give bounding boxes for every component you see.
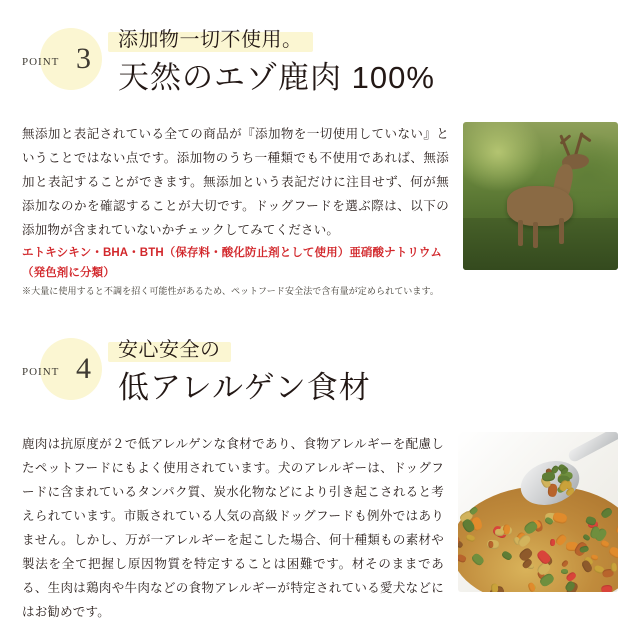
kibble-piece [550, 539, 556, 546]
point-badge-3 [22, 26, 106, 102]
point-number: 3 [76, 42, 91, 75]
point-label: POINT [22, 56, 60, 68]
section-3-paragraph: 無添加と表記されている全ての商品が『添加物を一切使用していない』ということではない点です。添加物のうち一種類でも不使用であれば、無添加と表記することができます。無添加という表記だけに注目せず、何が無添加なのかを確認することが大切です。ドッグフードを選ぶ際は、以下の添加物が含まれていないかチェックしてみてください。 [22, 127, 449, 237]
section-4-titles [106, 336, 618, 406]
section-3-note: ※大量に使用すると不調を招く可能性があるため、ペットフード安全法で含有量が定められています。 [22, 286, 439, 297]
section-4-title: 低アレルゲン食材 [118, 370, 371, 406]
point-number: 4 [76, 352, 91, 386]
dogfood-photo [458, 432, 618, 592]
deer-photo-foliage-light [463, 122, 543, 192]
section-3-warning: エトキシキン・BHA・BTH（保存料・酸化防止剤として使用）亜硝酸ナトリウム（発色剤に分類） [22, 247, 443, 279]
section-3-subtitle: 添加物一切不使用。 [118, 29, 303, 51]
kibble-piece [495, 528, 505, 536]
section-3-title: 天然のエゾ鹿肉 100% [118, 60, 435, 95]
section-point-4 [22, 298, 618, 624]
section-3-titles [106, 26, 618, 96]
kibble-piece [600, 507, 614, 520]
kibble-piece [501, 549, 513, 560]
section-4-body-row [22, 432, 618, 624]
point-badge-4 [22, 336, 106, 412]
kibble-piece [600, 584, 612, 593]
section-3-heading [22, 26, 618, 108]
kibble-piece [608, 545, 618, 559]
kibble-piece [600, 539, 610, 548]
kibble-piece [579, 545, 589, 553]
kibble-piece [552, 512, 568, 525]
section-4-subtitle: 安心安全の [118, 339, 221, 362]
section-4-text-block [22, 432, 458, 624]
kibble-piece [488, 541, 494, 549]
section-3-body-row [22, 122, 618, 298]
section-3-text-block [22, 122, 463, 298]
kibble-piece [491, 583, 498, 592]
section-4-paragraph: 鹿肉は抗原度が２で低アレルゲンな食材であり、食物アレルギーを配慮したペットフードにもよく使用されています。犬のアレルギーは、ドッグフードに含まれているタンパク質、炭水化物などにより引き起こされると考えられています。市販されている人気の高級ドッグフードも例外ではありません。しかし、万が一アレルギーを起こした場合、何十種類もの素材や製法を全て把握し原因物質を特定することは困難です。材そのままである、生肉は鶏肉や牛肉などの食物アレルギーが特定されている愛犬などにはお勧めです。 [22, 437, 444, 620]
kibble-piece [617, 560, 618, 570]
kibble-piece [560, 559, 569, 568]
kibble-piece [610, 562, 617, 572]
kibble-piece [615, 524, 618, 533]
deer-photo [463, 122, 618, 270]
kibble-piece [458, 554, 467, 564]
deer-leg-shape [533, 222, 538, 248]
deer-leg-shape [518, 220, 523, 246]
kibble-piece [465, 534, 475, 543]
deer-leg-shape [559, 218, 564, 244]
section-point-3 [22, 0, 618, 298]
kibble-piece [471, 552, 486, 566]
point-label: POINT [22, 366, 60, 379]
section-4-heading [22, 336, 618, 418]
